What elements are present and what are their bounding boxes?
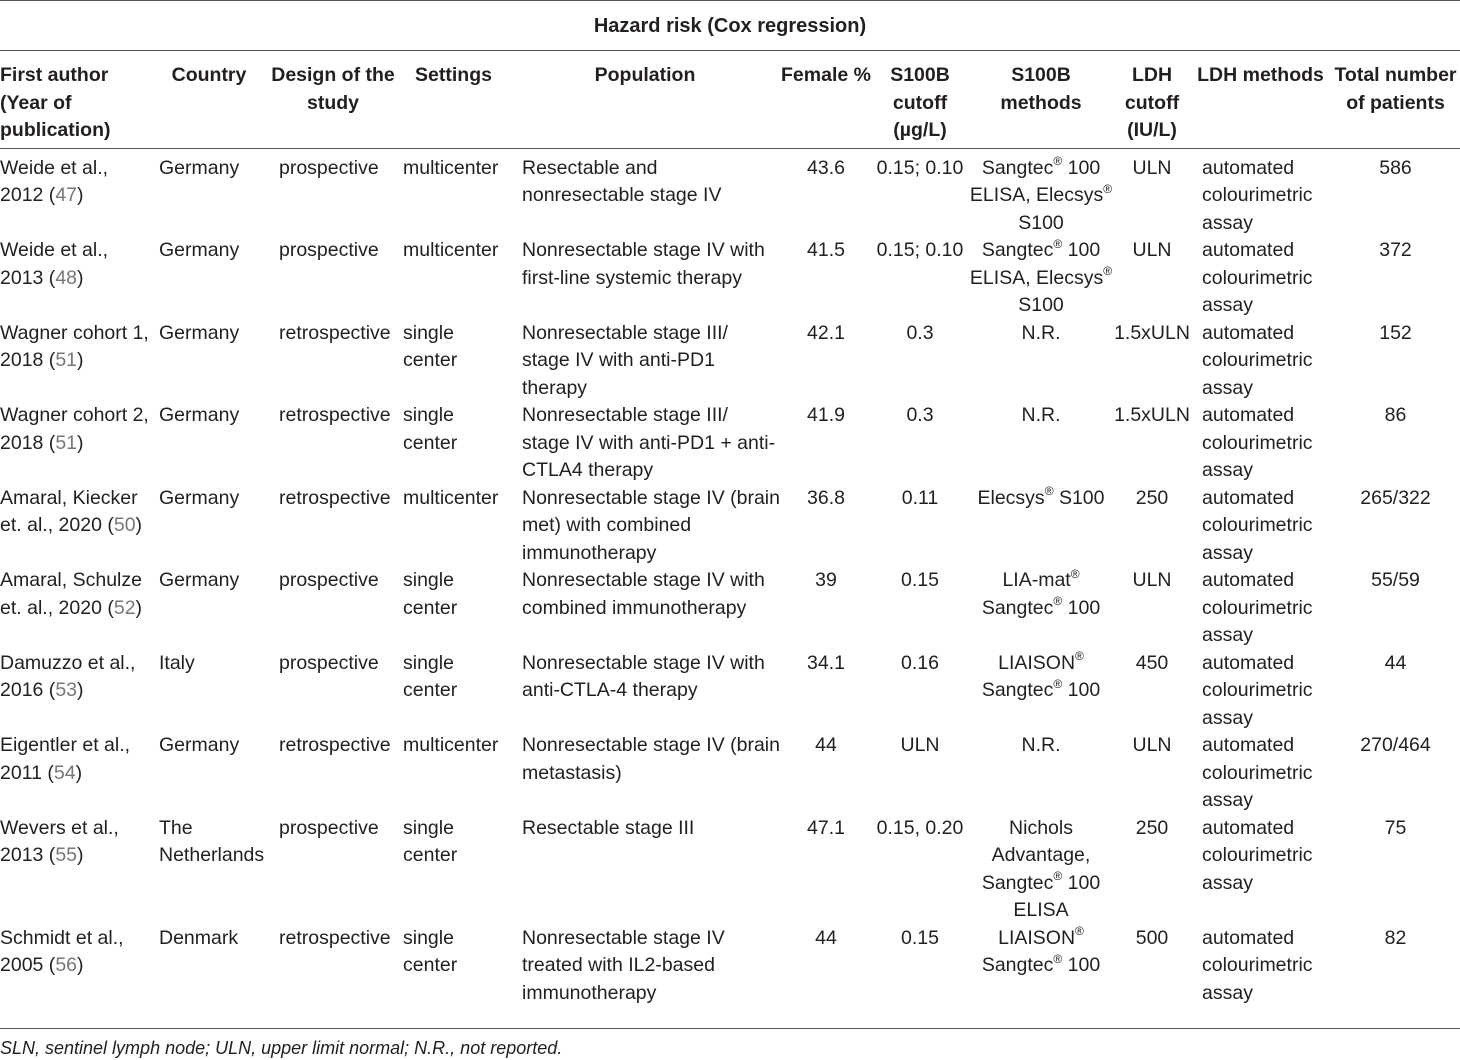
col-header: Total number of patients bbox=[1334, 64, 1457, 114]
table-row bbox=[0, 148, 1460, 237]
author-text: Wagner cohort 2, 2018 bbox=[0, 404, 149, 454]
population-cell: Resectable stage III bbox=[522, 816, 695, 839]
total-cell: 55/59 bbox=[1371, 569, 1420, 591]
reference-link[interactable]: 53 bbox=[55, 679, 78, 701]
total-cell: 586 bbox=[1379, 156, 1412, 179]
settings-cell: single center bbox=[403, 404, 458, 454]
ldh-methods-cell: automated colourimetric assay bbox=[1202, 404, 1313, 481]
settings-cell: multicenter bbox=[403, 239, 499, 261]
population-cell: Nonresectable stage III/ stage IV with anti-PD1 + anti-CTLA4 therapy bbox=[522, 404, 776, 481]
settings-cell: single center bbox=[403, 651, 458, 701]
author-text: Weide et al., 2013 bbox=[0, 239, 109, 289]
col-header: Design of the study bbox=[271, 64, 395, 114]
registered-mark: ® bbox=[1053, 869, 1063, 883]
s100b-methods-cell: LIA-mat® Sangtec® 100 bbox=[981, 566, 1101, 619]
col-header: Settings bbox=[415, 64, 492, 86]
population-cell: Resectable and nonresectable stage IV bbox=[522, 156, 722, 206]
footnote: SLN, sentinel lymph node; ULN, upper limit normal; N.R., not reported. bbox=[0, 1038, 563, 1058]
registered-mark: ® bbox=[1053, 951, 1063, 966]
author-cell: Amaral, Schulze et. al., 2020 (52) bbox=[0, 569, 143, 619]
female-cell: 39 bbox=[815, 569, 837, 591]
total-cell: 372 bbox=[1379, 239, 1412, 261]
s100b-cutoff-cell: 0.16 bbox=[901, 651, 939, 674]
country-cell: Germany bbox=[159, 156, 240, 179]
registered-mark: ® bbox=[1075, 649, 1084, 663]
population-cell: Nonresectable stage IV with anti-CTLA-4 therapy bbox=[522, 651, 765, 701]
total-cell: 44 bbox=[1384, 651, 1407, 674]
reference-link[interactable]: 47 bbox=[55, 184, 78, 206]
design-cell: prospective bbox=[279, 569, 379, 591]
s100b-cutoff-cell: 0.3 bbox=[906, 404, 934, 426]
author-cell: Damuzzo et al., 2016 (53) bbox=[0, 651, 136, 701]
reference-link[interactable]: 51 bbox=[55, 431, 78, 454]
registered-mark: ® bbox=[1053, 236, 1063, 251]
table-row bbox=[0, 732, 1460, 815]
population-cell: Nonresectable stage IV (brain metastasis) bbox=[522, 734, 780, 784]
reference-link[interactable]: 48 bbox=[55, 266, 78, 289]
table-row bbox=[0, 320, 1460, 403]
country-cell: The Netherlands bbox=[159, 816, 265, 866]
table-row bbox=[0, 925, 1460, 1008]
table-row bbox=[0, 567, 1460, 650]
country-cell: Germany bbox=[159, 486, 240, 509]
settings-cell: single center bbox=[403, 569, 458, 619]
ldh-cutoff-cell: ULN bbox=[1132, 239, 1172, 261]
author-text: Weide et al., 2012 bbox=[0, 156, 109, 206]
author-text: Amaral, Schulze et. al., 2020 bbox=[0, 569, 142, 619]
author-cell: Weide et al., 2013 (48) bbox=[0, 239, 109, 289]
registered-mark: ® bbox=[1053, 676, 1063, 691]
ldh-cutoff-cell: 1.5xULN bbox=[1114, 321, 1190, 344]
s100b-methods-cell: N.R. bbox=[1021, 404, 1061, 426]
reference-link[interactable]: 52 bbox=[113, 596, 136, 619]
design-cell: prospective bbox=[279, 816, 379, 839]
country-cell: Denmark bbox=[159, 926, 239, 949]
ldh-cutoff-cell: 500 bbox=[1135, 926, 1169, 949]
s100b-cutoff-cell: 0.3 bbox=[906, 321, 934, 344]
table-title: Hazard risk (Cox regression) bbox=[593, 15, 867, 37]
author-cell: Schmidt et al., 2005 (56) bbox=[0, 926, 124, 976]
ldh-cutoff-cell: 450 bbox=[1135, 651, 1169, 674]
settings-cell: multicenter bbox=[403, 156, 499, 179]
ldh-methods-cell: automated colourimetric assay bbox=[1202, 926, 1313, 1004]
design-cell: retrospective bbox=[279, 926, 391, 949]
s100b-methods-cell: Nichols Advantage, Sangtec® 100 ELISA bbox=[981, 816, 1101, 921]
design-cell: prospective bbox=[279, 651, 379, 674]
ldh-methods-cell: automated colourimetric assay bbox=[1202, 816, 1313, 894]
s100b-methods-cell: LIAISON® Sangtec® 100 bbox=[981, 924, 1101, 976]
population-cell: Nonresectable stage IV (brain met) with combined immunotherapy bbox=[522, 486, 780, 564]
country-cell: Germany bbox=[159, 734, 240, 756]
female-cell: 43.6 bbox=[807, 156, 845, 179]
design-cell: retrospective bbox=[279, 321, 391, 344]
data-table bbox=[0, 62, 1460, 1007]
female-cell: 36.8 bbox=[807, 486, 845, 509]
registered-mark: ® bbox=[1053, 594, 1063, 608]
bottom-rule bbox=[0, 1028, 1460, 1029]
s100b-cutoff-cell: 0.15; 0.10 bbox=[876, 239, 964, 261]
ldh-methods-cell: automated colourimetric assay bbox=[1202, 569, 1313, 646]
female-cell: 41.9 bbox=[807, 404, 845, 426]
country-cell: Germany bbox=[159, 404, 240, 426]
col-header: Female % bbox=[781, 64, 871, 86]
population-cell: Nonresectable stage III/ stage IV with anti-PD1 therapy bbox=[522, 321, 728, 399]
ldh-methods-cell: automated colourimetric assay bbox=[1202, 321, 1313, 399]
ldh-cutoff-cell: 250 bbox=[1135, 816, 1169, 839]
country-cell: Germany bbox=[159, 239, 240, 261]
col-header: First author (Year of publication) bbox=[0, 64, 111, 141]
col-header: S100B cutoff (µg/L) bbox=[890, 64, 950, 141]
top-rule bbox=[0, 0, 1460, 1]
design-cell: prospective bbox=[279, 239, 379, 261]
country-cell: Germany bbox=[159, 321, 240, 344]
female-cell: 47.1 bbox=[807, 816, 845, 839]
s100b-cutoff-cell: 0.15, 0.20 bbox=[876, 816, 964, 839]
registered-mark: ® bbox=[1075, 924, 1084, 938]
reference-link[interactable]: 50 bbox=[113, 514, 136, 536]
population-cell: Nonresectable stage IV treated with IL2-based immunotherapy bbox=[522, 926, 725, 1004]
col-header: Country bbox=[171, 64, 247, 86]
header-row bbox=[0, 62, 1460, 148]
s100b-cutoff-cell: 0.15 bbox=[901, 569, 939, 591]
ldh-methods-cell: automated colourimetric assay bbox=[1202, 486, 1313, 564]
table-row bbox=[0, 485, 1460, 568]
col-header: S100B methods bbox=[1000, 64, 1082, 114]
table-row bbox=[0, 402, 1460, 485]
registered-mark: ® bbox=[1070, 566, 1080, 581]
female-cell: 41.5 bbox=[807, 239, 845, 261]
ldh-methods-cell: automated colourimetric assay bbox=[1202, 239, 1313, 316]
s100b-cutoff-cell: 0.11 bbox=[901, 486, 939, 509]
s100b-methods-cell: Sangtec® 100 ELISA, Elecsys® S100 bbox=[969, 236, 1113, 316]
ldh-methods-cell: automated colourimetric assay bbox=[1202, 651, 1313, 729]
col-header: LDH cutoff (IU/L) bbox=[1124, 64, 1180, 141]
s100b-methods-cell: N.R. bbox=[1021, 734, 1061, 756]
ldh-cutoff-cell: 1.5xULN bbox=[1114, 404, 1190, 426]
s100b-cutoff-cell: 0.15 bbox=[901, 926, 939, 949]
total-cell: 82 bbox=[1384, 926, 1407, 949]
design-cell: retrospective bbox=[279, 734, 391, 756]
reference-link[interactable]: 54 bbox=[53, 761, 76, 784]
country-cell: Italy bbox=[159, 651, 195, 674]
registered-mark: ® bbox=[1103, 181, 1113, 196]
s100b-methods-cell: Sangtec® 100 ELISA, Elecsys® S100 bbox=[969, 154, 1113, 234]
reference-link[interactable]: 55 bbox=[55, 844, 78, 866]
s100b-methods-cell: N.R. bbox=[1021, 321, 1061, 344]
population-cell: Nonresectable stage IV with first-line systemic therapy bbox=[522, 239, 765, 289]
author-text: Wevers et al., 2013 bbox=[0, 816, 119, 866]
author-cell: Wevers et al., 2013 (55) bbox=[0, 816, 119, 866]
design-cell: retrospective bbox=[279, 404, 391, 426]
registered-mark: ® bbox=[1053, 154, 1063, 168]
author-text: Wagner cohort 1, 2018 bbox=[0, 321, 149, 371]
author-text: Damuzzo et al., 2016 bbox=[0, 651, 136, 701]
col-header: Population bbox=[594, 64, 696, 86]
total-cell: 86 bbox=[1384, 404, 1407, 426]
title-rule bbox=[0, 50, 1460, 51]
s100b-cutoff-cell: 0.15; 0.10 bbox=[876, 156, 964, 179]
table-row bbox=[0, 237, 1460, 320]
s100b-methods-cell: Elecsys® S100 bbox=[977, 484, 1105, 509]
population-cell: Nonresectable stage IV with combined immunotherapy bbox=[522, 569, 765, 619]
col-header: LDH methods bbox=[1197, 64, 1324, 86]
author-cell: Amaral, Kiecker et. al., 2020 (50) bbox=[0, 486, 143, 536]
total-cell: 152 bbox=[1379, 321, 1412, 344]
author-text: Eigentler et al., 2011 bbox=[0, 734, 131, 784]
author-cell: Wagner cohort 2, 2018 (51) bbox=[0, 404, 149, 454]
country-cell: Germany bbox=[159, 569, 240, 591]
settings-cell: multicenter bbox=[403, 486, 499, 509]
female-cell: 34.1 bbox=[807, 651, 845, 674]
female-cell: 44 bbox=[815, 926, 837, 949]
author-text: Schmidt et al., 2005 bbox=[0, 926, 124, 976]
total-cell: 265/322 bbox=[1360, 486, 1431, 509]
s100b-cutoff-cell: ULN bbox=[900, 734, 940, 756]
design-cell: prospective bbox=[279, 156, 379, 179]
total-cell: 270/464 bbox=[1360, 734, 1431, 756]
author-cell: Weide et al., 2012 (47) bbox=[0, 156, 109, 206]
registered-mark: ® bbox=[1103, 264, 1113, 278]
settings-cell: multicenter bbox=[403, 734, 499, 756]
table-row bbox=[0, 815, 1460, 925]
reference-link[interactable]: 56 bbox=[55, 954, 78, 976]
author-text: Amaral, Kiecker et. al., 2020 bbox=[0, 486, 138, 536]
ldh-methods-cell: automated colourimetric assay bbox=[1202, 734, 1313, 811]
s100b-methods-cell: LIAISON® Sangtec® 100 bbox=[981, 649, 1101, 701]
reference-link[interactable]: 51 bbox=[55, 349, 78, 371]
author-cell: Eigentler et al., 2011 (54) bbox=[0, 734, 131, 784]
total-cell: 75 bbox=[1384, 816, 1407, 839]
ldh-methods-cell: automated colourimetric assay bbox=[1202, 156, 1313, 234]
ldh-cutoff-cell: ULN bbox=[1132, 734, 1172, 756]
ldh-cutoff-cell: ULN bbox=[1132, 156, 1172, 179]
design-cell: retrospective bbox=[279, 486, 391, 509]
ldh-cutoff-cell: ULN bbox=[1132, 569, 1172, 591]
settings-cell: single center bbox=[403, 926, 458, 976]
ldh-cutoff-cell: 250 bbox=[1135, 486, 1169, 509]
author-cell: Wagner cohort 1, 2018 (51) bbox=[0, 321, 149, 371]
registered-mark: ® bbox=[1044, 484, 1054, 498]
settings-cell: single center bbox=[403, 321, 458, 371]
female-cell: 42.1 bbox=[807, 321, 845, 344]
female-cell: 44 bbox=[815, 734, 837, 756]
table-row bbox=[0, 650, 1460, 733]
settings-cell: single center bbox=[403, 816, 458, 866]
